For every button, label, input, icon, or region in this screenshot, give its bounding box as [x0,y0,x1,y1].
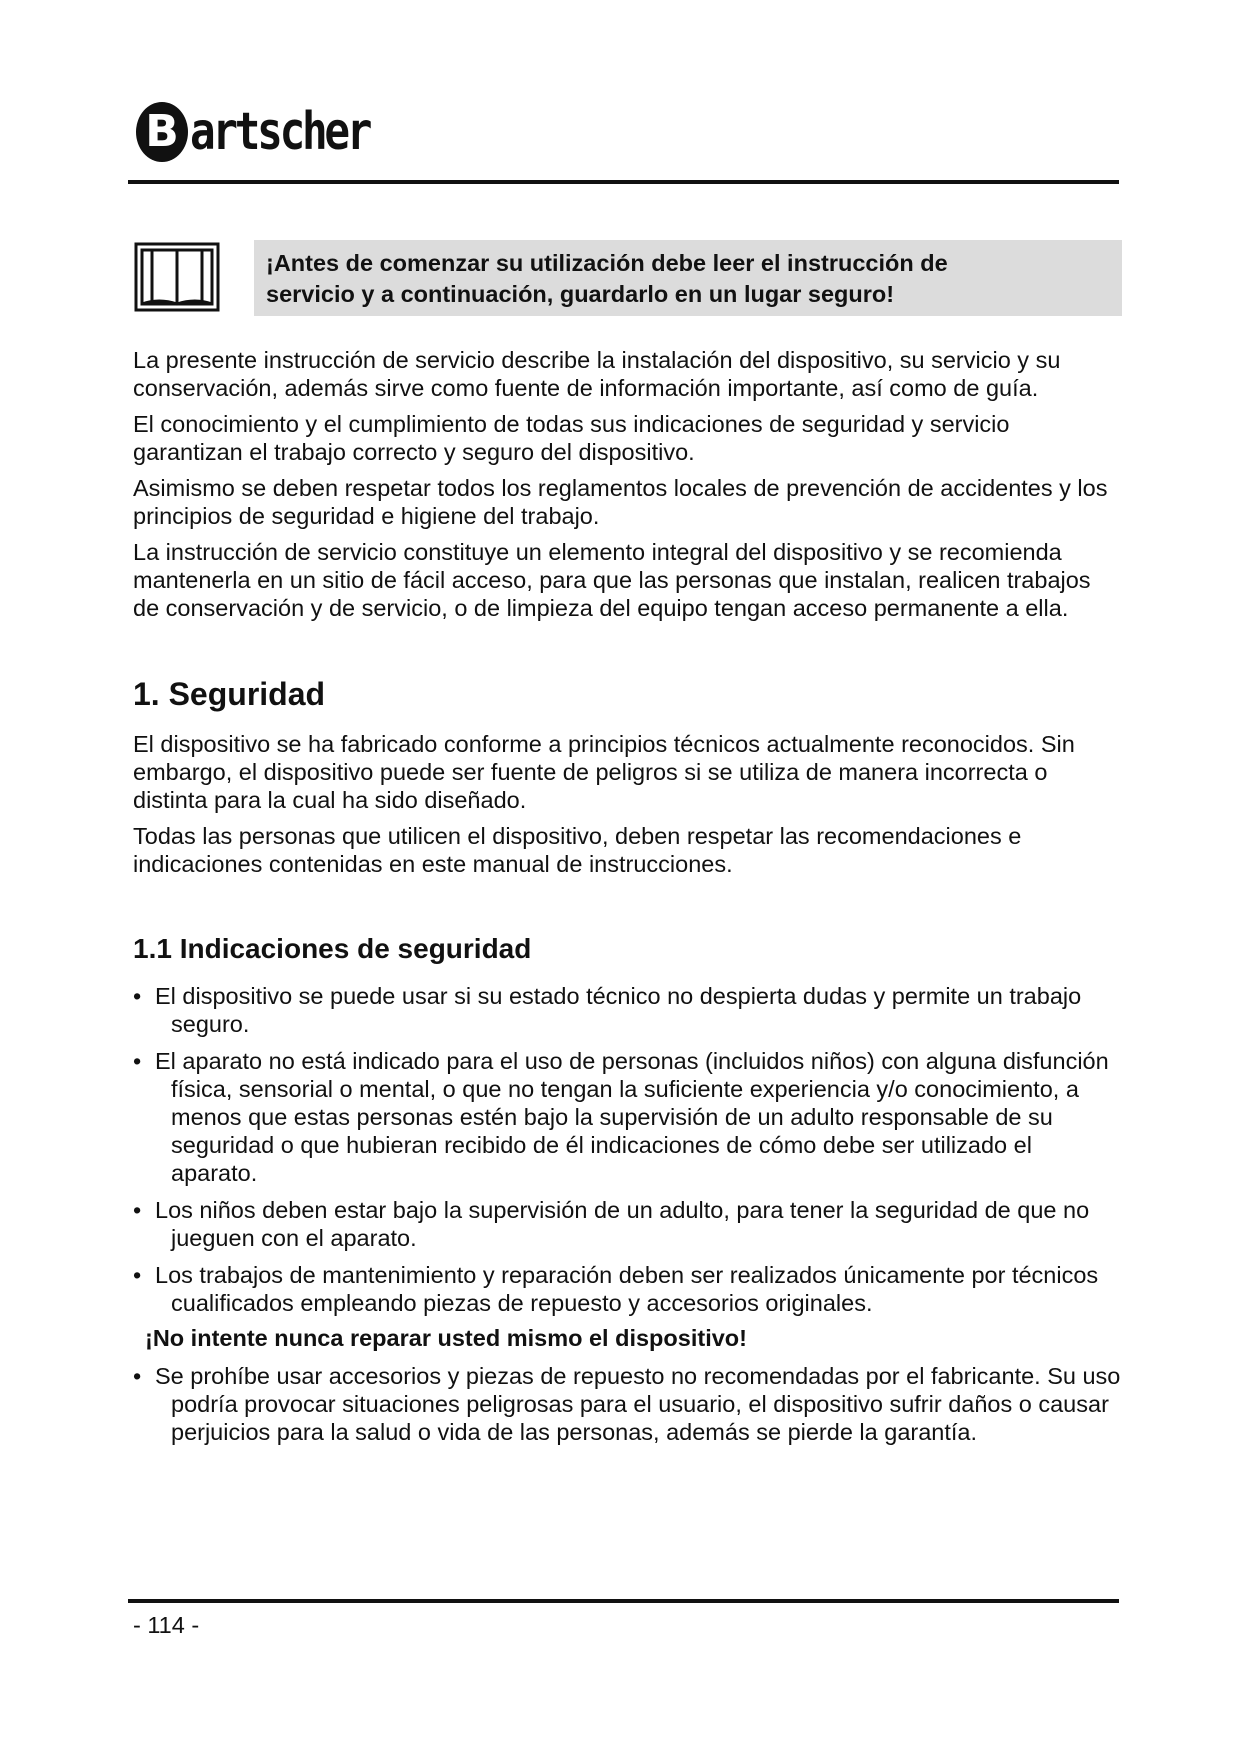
section-title-safety: 1. Seguridad [133,676,326,712]
bullet-marker: • [133,1363,142,1389]
logo-wordmark: artscher [190,102,370,162]
notice-line-1: ¡Antes de comenzar su utilización debe leer el instrucción de [266,250,948,276]
bullet-marker: • [133,1262,142,1288]
list-item [133,1261,1123,1317]
list-item-text: Los trabajos de mantenimiento y reparación deben ser realizados únicamente por técnicos cualificados empleando piezas de repuesto y accesorios originales. [155,1262,1099,1316]
list-item-text: El dispositivo se puede usar si su estado técnico no despierta dudas y permite un trabajo seguro. [155,983,1082,1037]
safety-paragraph: Todas las personas que utilicen el dispositivo, deben respetar las recomendaciones e indicaciones contenidas en este manual de instrucciones. [133,823,1022,877]
book-icon [133,240,221,314]
list-item-text: El aparato no está indicado para el uso de personas (incluidos niños) con alguna disfunción física, sensorial o mental, o que no tengan la suficiente experiencia y/o conocimiento, a menos que estas personas estén bajo la supervisión de un adulto responsable de su seguridad o que hubieran recibido de él indicaciones de cómo debe ser utilizado el aparato. [155,1048,1109,1186]
list-item [133,1047,1123,1187]
intro-paragraph: El conocimiento y el cumplimiento de todas sus indicaciones de seguridad y servicio garantizan el trabajo correcto y seguro del dispositivo. [133,411,1010,465]
list-item [133,982,1123,1038]
intro-paragraph: La presente instrucción de servicio describe la instalación del dispositivo, su servicio y su conservación, además sirve como fuente de información importante, así como de guía. [133,347,1061,401]
safety-paragraph: El dispositivo se ha fabricado conforme a principios técnicos actualmente reconocidos. Sin embargo, el dispositivo puede ser fuente de peligros si se utiliza de manera incorrecta o distinta para la cual ha sido diseñado. [133,731,1075,813]
bullet-marker: • [133,1197,142,1223]
header-divider [128,180,1119,184]
footer-divider [128,1599,1119,1603]
safety-notice [254,240,1122,316]
logo-initial: B [136,102,188,162]
intro-paragraph: Asimismo se deben respetar todos los reglamentos locales de prevención de accidentes y los principios de seguridad e higiene del trabajo. [133,475,1108,529]
list-item [133,1362,1123,1446]
page-number: - 114 - [133,1612,200,1638]
document-body [133,346,1123,1455]
bullet-marker: • [133,983,142,1009]
list-item-text: Los niños deben estar bajo la supervisión de un adulto, para tener la seguridad de que no jueguen con el aparato. [155,1197,1090,1251]
bullet-marker: • [133,1048,142,1074]
safety-bullet-list [133,982,1123,1317]
notice-line-2: servicio y a continuación, guardarlo en un lugar seguro! [266,281,895,307]
section-title-safety-indications: 1.1 Indicaciones de seguridad [133,933,532,964]
list-item-text: Se prohíbe usar accesorios y piezas de repuesto no recomendadas por el fabricante. Su uso podría provocar situaciones peligrosas para el usuario, el dispositivo sufrir daños o causar perjuicios para la salud o vida de las personas, además se pierde la garantía. [155,1363,1121,1445]
list-item [133,1196,1123,1252]
intro-paragraph: La instrucción de servicio constituye un elemento integral del dispositivo y se recomienda mantenerla en un sitio de fácil acceso, para que las personas que instalan, realicen trabajos de conservación y de servicio, o de limpieza del equipo tengan acceso permanente a ella. [133,539,1091,621]
repair-warning: ¡No intente nunca reparar usted mismo el dispositivo! [145,1325,747,1351]
safety-bullet-list-continued [133,1362,1123,1446]
brand-logo [136,102,408,162]
